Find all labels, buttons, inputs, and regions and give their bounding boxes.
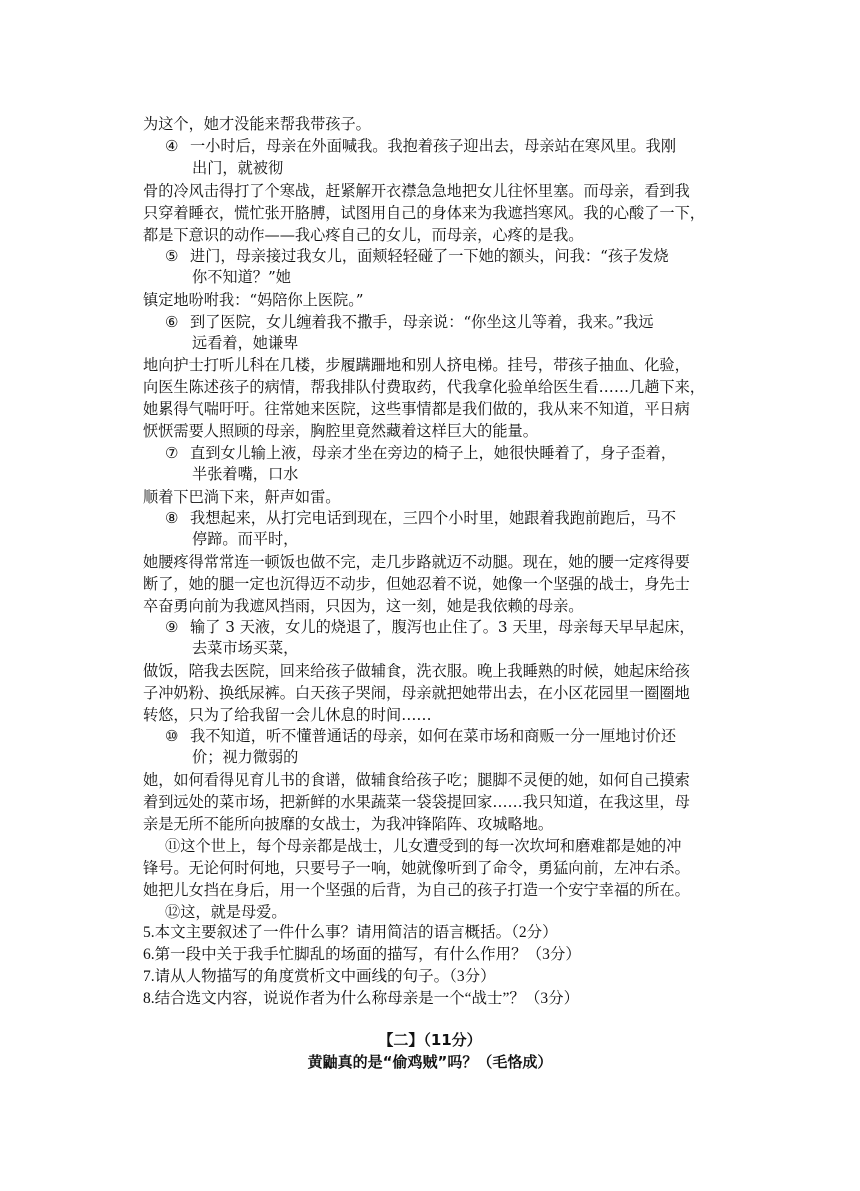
question-6: 6.第一段中关于我手忙脚乱的场面的描写，有什么作用？（3分）	[143, 946, 581, 963]
paragraph-7-line-2: 半张着嘴，口水	[192, 465, 299, 483]
paragraph-4-line-3: 骨的冷风击得打了个寒战，赶紧解开衣襟急急地把女儿往怀里塞。而母亲，看到我	[143, 182, 690, 200]
paragraph-10-line-1: ⑩ 我不知道，听不懂普通话的母亲，如何在菜市场和商贩一分一厘地讨价还	[165, 727, 676, 745]
paragraph-4-line-1: ④ 一小时后，母亲在外面喊我。我抱着孩子迎出去，母亲站在寒风里。我刚	[165, 137, 676, 155]
paragraph-number: ⑦	[165, 444, 179, 462]
paragraph-6-line-6: 恹恹需要人照顾的母亲，胸腔里竟然藏着这样巨大的能量。	[143, 422, 538, 440]
paragraph-number: ⑨	[165, 618, 179, 636]
paragraph-5-line-2: 你不知道？”她	[192, 268, 291, 286]
paragraph-5-line-1: ⑤ 进门，母亲接过我女儿，面颊轻轻碰了一下她的额头，问我：“孩子发烧	[165, 247, 669, 265]
paragraph-11-line-1: ⑪这个世上，每个母亲都是战士，儿女遭受到的每一次坎坷和磨难都是她的冲	[165, 837, 682, 855]
paragraph-8-line-4: 断了，她的腿一定也沉得迈不动步，但她忍着不说，她像一个坚强的战士，身先士	[143, 575, 690, 593]
paragraph-9-line-1: ⑨ 输了 3 天液，女儿的烧退了，腹泻也止住了。3 天里，母亲每天早早起床，	[165, 618, 695, 636]
paragraph-11-line-2: 锋号。无论何时何地，只要号子一响，她就像听到了命令，勇猛向前，左冲右杀。	[143, 859, 690, 877]
paragraph-10-line-4: 着到远处的菜市场，把新鲜的水果蔬菜一袋袋提回家……我只知道，在我这里，母	[143, 793, 690, 811]
paragraph-9-line-5: 转悠，只为了给我留一会儿休息的时间……	[143, 706, 432, 724]
paragraph-7-line-3: 顺着下巴淌下来，鼾声如雷。	[143, 488, 341, 506]
section-heading: 【二】（11分）	[378, 1031, 482, 1049]
paragraph-6-line-3: 地向护士打听儿科在几楼，步履蹒跚地和别人挤电梯。挂号，带孩子抽血、化验，	[143, 356, 690, 374]
section-title: 黄鼬真的是“偷鸡贼”吗？（毛恪成）	[307, 1053, 553, 1071]
paragraph-5-line-3: 镇定地吩咐我：“妈陪你上医院。”	[143, 291, 364, 309]
question-5: 5.本文主要叙述了一件什么事？请用简洁的语言概括。（2分）	[143, 924, 558, 941]
paragraph-4-line-5: 都是下意识的动作——我心疼自己的女儿，而母亲，心疼的是我。	[143, 226, 584, 244]
paragraph-7-line-1: ⑦ 直到女儿输上液，母亲才坐在旁边的椅子上，她很快睡着了，身子歪着，	[165, 444, 676, 462]
question-7: 7.请从人物描写的角度赏析文中画线的句子。（3分）	[143, 968, 496, 985]
paragraph-number: ⑧	[165, 509, 179, 527]
paragraph-number: ④	[165, 137, 179, 155]
paragraph-9-line-3: 做饭，陪我去医院，回来给孩子做辅食，洗衣服。晚上我睡熟的时候，她起床给孩	[143, 662, 690, 680]
paragraph-6-line-5: 她累得气喘吁吁。往常她来医院，这些事情都是我们做的，我从来不知道，平日病	[143, 400, 690, 418]
paragraph-8-line-2: 停蹄。而平时，	[192, 530, 299, 548]
paragraph-4-line-4: 只穿着睡衣，慌忙张开胳膊，试图用自己的身体来为我遮挡寒风。我的心酸了一下，	[143, 204, 705, 222]
paragraph-6-line-4: 向医生陈述孩子的病情，帮我排队付费取药，代我拿化验单给医生看……几趟下来，	[143, 378, 705, 396]
paragraph-6-line-2: 远看着，她谦卑	[192, 334, 299, 352]
paragraph-11-line-3: 她把儿女挡在身后，用一个坚强的后背，为自己的孩子打造一个安宁幸福的所在。	[143, 881, 690, 899]
paragraph-8-line-1: ⑧ 我想起来，从打完电话到现在，三四个小时里，她跟着我跑前跑后，马不	[165, 509, 676, 527]
paragraph-9-line-2: 去菜市场买菜，	[192, 639, 299, 657]
paragraph-10-line-2: 价；视力微弱的	[192, 748, 299, 766]
paragraph-3-end: 为这个，她才没能来帮我带孩子。	[143, 115, 371, 133]
paragraph-6-line-1: ⑥ 到了医院，女儿缠着我不撒手，母亲说：“你坐这儿等着，我来。”我远	[165, 313, 654, 331]
paragraph-number: ⑥	[165, 313, 179, 331]
paragraph-8-line-3: 她腰疼得常常连一顿饭也做不完，走几步路就迈不动腿。现在，她的腰一定疼得要	[143, 553, 690, 571]
question-8: 8.结合选文内容，说说作者为什么称母亲是一个“战士”？（3分）	[143, 990, 580, 1007]
paragraph-8-line-5: 卒奋勇向前为我遮风挡雨，只因为，这一刻，她是我依赖的母亲。	[143, 597, 584, 615]
paragraph-number: ⑩	[165, 727, 179, 745]
paragraph-10-line-3: 她，如何看得见育儿书的食谱，做辅食给孩子吃；腿脚不灵便的她，如何自己摸索	[143, 771, 690, 789]
paragraph-9-line-4: 子冲奶粉、换纸尿裤。白天孩子哭闹，母亲就把她带出去，在小区花园里一圈圈地	[143, 684, 690, 702]
paragraph-12: ⑫这，就是母爱。	[165, 903, 287, 921]
paragraph-4-line-2: 出门，就被彻	[192, 159, 284, 177]
paragraph-10-line-5: 亲是无所不能所向披靡的女战士，为我冲锋陷阵、攻城略地。	[143, 815, 554, 833]
paragraph-number: ⑤	[165, 247, 179, 265]
